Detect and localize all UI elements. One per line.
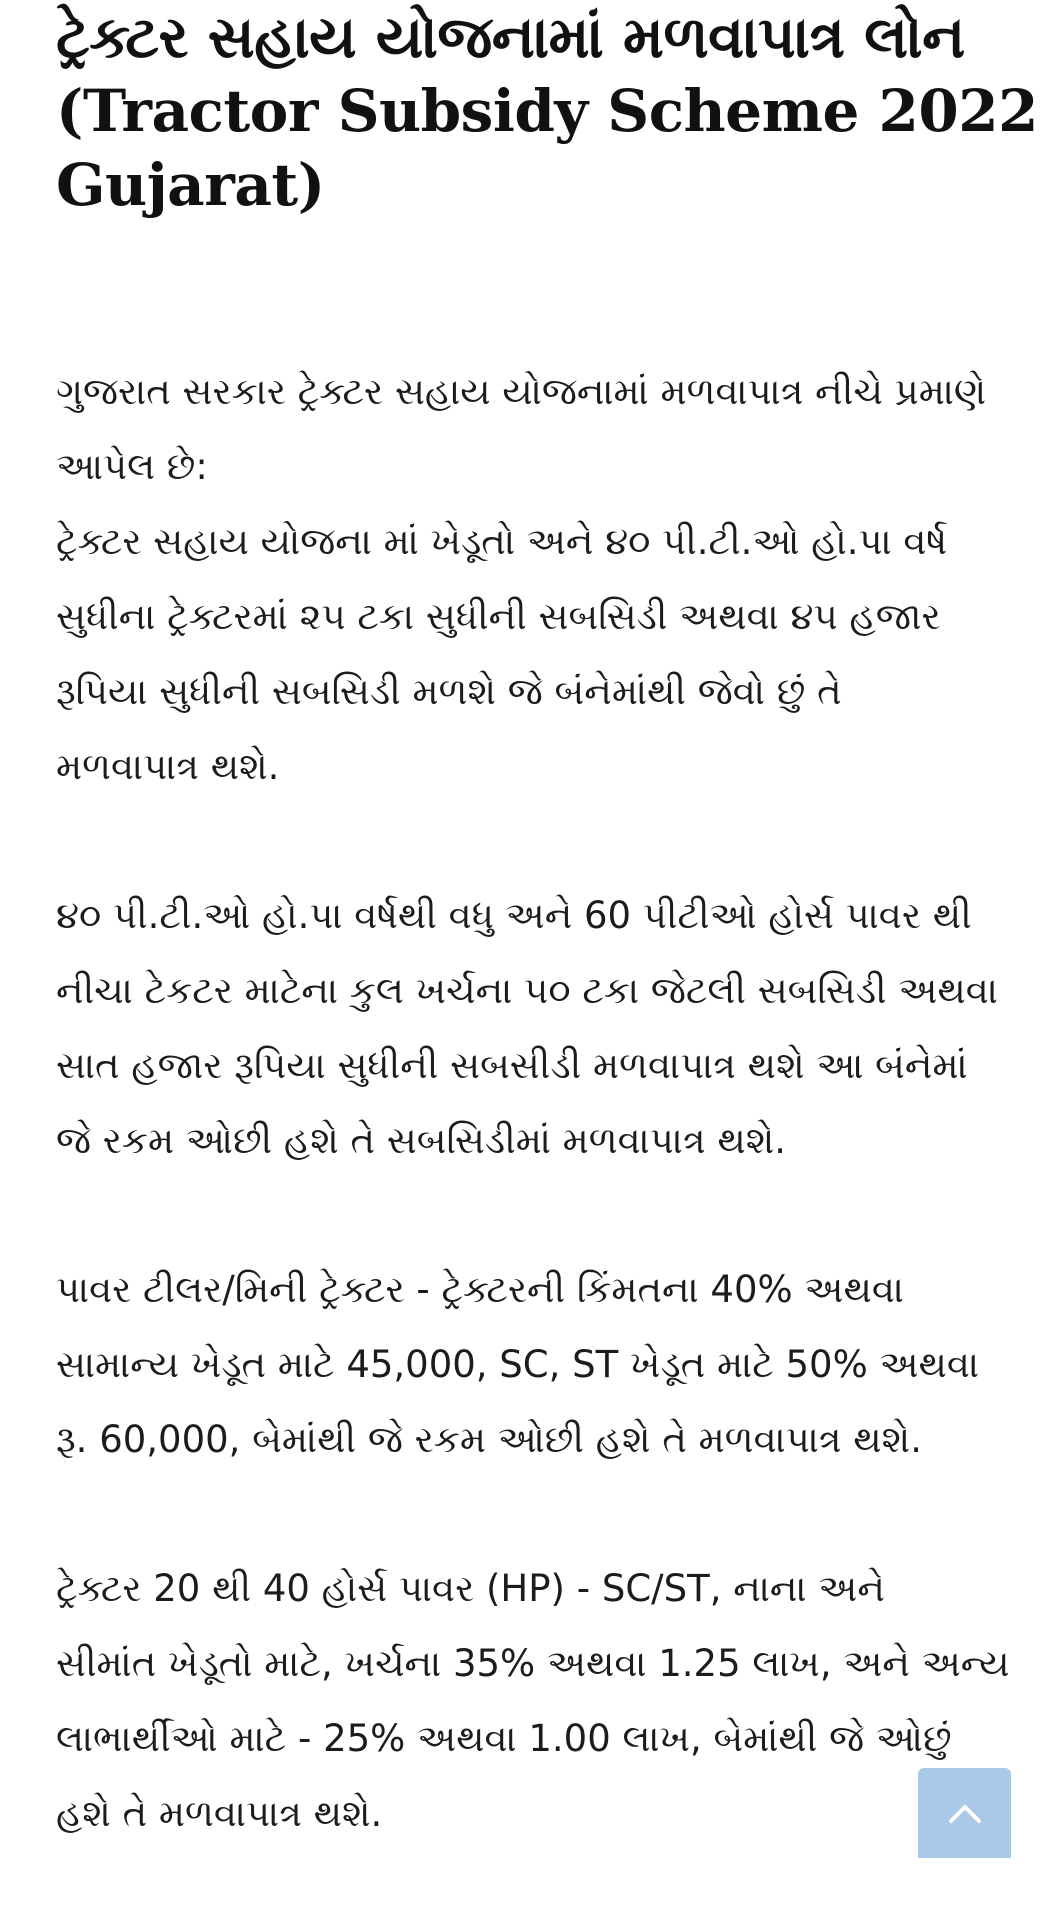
- paragraph-line: હશે તે મળવાપાત્ર થશે.: [56, 1792, 383, 1835]
- paragraph-line: મળવાપાત્ર થશે.: [56, 745, 280, 788]
- paragraph-line: સાત હજાર રૂપિયા સુધીની સબસીડી મળવાપાત્ર થશે આ બંનેમાં: [56, 1044, 968, 1087]
- paragraph-line: જે રકમ ઓછી હશે તે સબસિડીમાં મળવાપાત્ર થશે.: [56, 1119, 787, 1162]
- paragraph-line: ટ્રેક્ટર 20 થી 40 હોર્સ પાવર (HP) - SC/ST, નાના અને: [56, 1567, 885, 1610]
- article: [56, 0, 1038, 1925]
- paragraph-line: આપેલ છે:: [56, 445, 208, 488]
- paragraph-tractor-20-40-hp: [56, 1551, 1016, 1851]
- article-title-line: ટ્રેક્ટર સહાય યોજનામાં મળવાપાત્ર લોન: [56, 3, 965, 71]
- paragraph-line: રૂ. 60,000, બેમાંથી જે રકમ ઓછી હશે તે મળવાપાત્ર થશે.: [56, 1418, 922, 1461]
- paragraph-line: લાભાર્થીઓ માટે - 25% અથવા 1.00 લાખ, બેમાંથી જે ઓછું: [56, 1717, 952, 1760]
- paragraph-line: નીચા ટેકટર માટેના કુલ ખર્ચના ૫૦ ટકા જેટલી સબસિડી અથવા: [56, 969, 998, 1012]
- article-title-line: (Tractor Subsidy Scheme 2022: [56, 77, 1038, 145]
- paragraph-line: પાવર ટીલર/મિની ટ્રેક્ટર - ટ્રેક્ટરની કિંમતના 40% અથવા: [56, 1268, 904, 1311]
- scroll-to-top-button[interactable]: [918, 1768, 1011, 1858]
- chevron-up-icon: [943, 1791, 987, 1835]
- article-title: [56, 0, 1038, 222]
- paragraph-line: સીમાંત ખેડૂતો માટે, ખર્ચના 35% અથવા 1.25 લાખ, અને અન્ય: [56, 1642, 1010, 1685]
- paragraph-line: ગુજરાત સરકાર ટ્રેક્ટર સહાય યોજનામાં મળવાપાત્ર નીચે પ્રમાણે: [56, 370, 987, 413]
- paragraph-line: સામાન્ય ખેડૂત માટે 45,000, SC, ST ખેડૂત માટે 50% અથવા: [56, 1343, 980, 1386]
- paragraph-line: ટ્રેક્ટર સહાય યોજના માં ખેડૂતો અને ૪૦ પી.ટી.ઓ હો.પા વર્ષ: [56, 520, 948, 563]
- article-title-line: Gujarat): [56, 151, 325, 219]
- paragraph-subsidy-intro: [56, 354, 1016, 804]
- paragraph-line: ૪૦ પી.ટી.ઓ હો.પા વર્ષથી વધુ અને 60 પીટીઓ હોર્સ પાવર થી: [56, 894, 972, 937]
- paragraph-power-tiller: [56, 1252, 1016, 1477]
- article-body: [56, 354, 1016, 1851]
- paragraph-line: રૂપિયા સુધીની સબસિડી મળશે જે બંનેમાંથી જેવો છું તે: [56, 670, 842, 713]
- paragraph-40-60-pto: [56, 878, 1016, 1178]
- paragraph-line: સુધીના ટ્રેક્ટરમાં ૨૫ ટકા સુધીની સબસિડી અથવા ૪૫ હજાર: [56, 595, 941, 638]
